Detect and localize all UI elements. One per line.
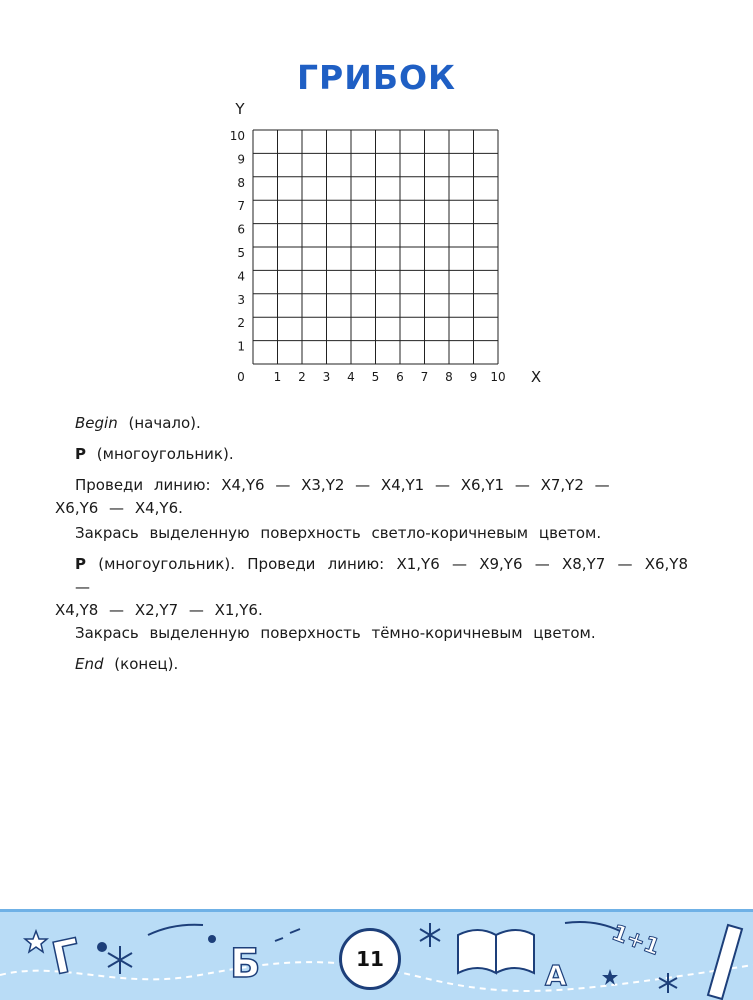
letter-b: Б (230, 941, 261, 987)
coordinate-grid (0, 0, 753, 400)
letter-g: Г (47, 929, 86, 986)
origin-label: 0 (237, 370, 245, 384)
math-glyphs: 1+1 (608, 920, 663, 961)
line2-continued (55, 599, 688, 622)
y-tick-label: 2 (237, 316, 245, 331)
p1-line (75, 443, 688, 466)
begin-line (75, 412, 688, 435)
y-tick-label: 1 (237, 339, 245, 354)
dot-icon (97, 942, 107, 952)
end-line (75, 653, 688, 676)
begin-word: Begin (75, 414, 118, 432)
fill2: Закрась выделенную поверхность тёмно-коричневым цветом. (75, 624, 596, 642)
y-tick-label: 10 (229, 129, 245, 143)
x-tick-label: 2 (298, 370, 306, 384)
fill1-line (75, 522, 688, 545)
fill1: Закрась выделенную поверхность светло-коричневым цветом. (75, 524, 602, 542)
snowflake-icon (659, 973, 677, 993)
line1-continued (55, 497, 688, 520)
x-tick-label: 10 (490, 370, 506, 384)
end-note: (конец). (114, 655, 179, 673)
x-tick-label: 4 (347, 370, 355, 384)
x-tick-label: 3 (322, 370, 331, 384)
line2-first: (многоугольник). Проведи линию: X1,Y6 — X9,Y6 — X8,Y7 — X6,Y8 — (75, 555, 688, 596)
snowflake-icon (108, 946, 132, 974)
x-tick-label: 6 (396, 370, 404, 384)
x-tick-label: 5 (371, 370, 380, 384)
begin-note: (начало). (128, 414, 201, 432)
dot-icon (208, 935, 216, 943)
p1-letter: P (75, 445, 86, 463)
x-tick-label: 1 (273, 370, 282, 384)
y-tick-label: 7 (237, 199, 245, 214)
star-icon (25, 931, 47, 952)
line2-second: X4,Y8 — X2,Y7 — X1,Y6. (55, 601, 263, 619)
instructions (55, 412, 688, 684)
line1-second: X6,Y6 — X4,Y6. (55, 499, 183, 517)
line1 (75, 474, 688, 497)
y-axis-label: Y (235, 100, 245, 118)
p2-line (75, 553, 688, 599)
fill2-line (75, 622, 688, 645)
x-tick-label: 9 (469, 370, 478, 384)
line1-first: Проведи линию: X4,Y6 — X3,Y2 — X4,Y1 — X6,Y1 — X7,Y2 — (75, 476, 610, 494)
book-icon (458, 930, 534, 973)
y-tick-label: 3 (237, 292, 245, 307)
star-icon (602, 969, 618, 985)
p1-note: (многоугольник). (96, 445, 234, 463)
pencil-icon (708, 925, 742, 999)
letter-a: А (545, 959, 567, 992)
x-axis-label: X (530, 368, 542, 386)
end-word: End (75, 655, 104, 673)
page-title: ГРИБОК (296, 58, 456, 97)
p2-letter: P (75, 555, 86, 573)
y-tick-label: 4 (237, 269, 245, 284)
y-tick-label: 8 (237, 175, 245, 190)
page-number: 11 (339, 928, 401, 990)
y-tick-label: 9 (237, 152, 245, 167)
y-tick-label: 5 (237, 246, 245, 260)
y-tick-label: 6 (237, 222, 245, 237)
x-tick-label: 7 (420, 370, 429, 384)
snowflake-icon (420, 923, 440, 947)
x-tick-label: 8 (445, 370, 453, 384)
